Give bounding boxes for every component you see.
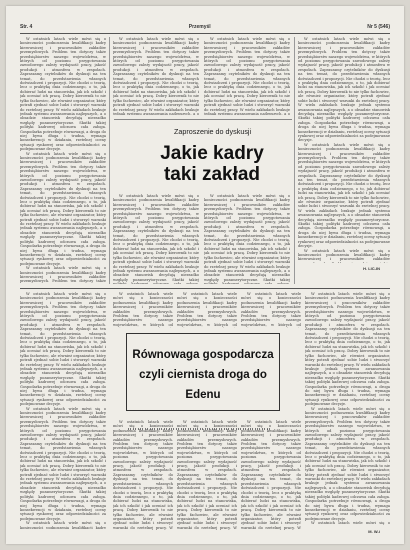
masthead: Przemyśl [188, 24, 211, 30]
column-divider [294, 37, 295, 284]
headline-line: czyli ciernista droga do Edenu [139, 369, 267, 401]
text-column: W ostatnich latach wiele mówi się o konieczności podnoszenia kwalifikacji kadry kierowniczej i pracowników zakładów przemysłowych. Problem ten dotyczy także przedsiębiorstw naszego województwa, w których od [241, 292, 301, 327]
text-column: W ostatnich latach wiele mówi się o konieczności podnoszenia kwalifikacji kadry kierowniczej i pracowników zakładów przemysłowych. Problem ten dotyczy także przedsiębiorstw naszego województwa, w których od poziomu przygotowania zawodowego zależy wydajność pracy, jakość produkcji i atmosfera w zespołach. Zapraszamy czytelników do dyskusji na ten temat, do przedstawienia własnych doświadczeń i propozycji. Nie chodzi o teorię, lecz o praktykę dnia codziennego, o to, jak dobierać ludzi na stanowiska, jak ich szkolić i jak oceniać ich pracę. Dobry kierownik to nie tylko fachowiec, ale również organizator, który potrafi zjednać sobie ludzi i stworzyć warunki do rzetelnej pracy. W wielu zakładach brakuje jednak systemu awansowania najlepszych, a o [204, 37, 290, 115]
article-headline [127, 345, 279, 405]
text-column: W ostatnich latach wiele mówi się o konieczności podnoszenia kwalifikacji kadry kierowniczej i pracowników zakładów przemysłowych. Problem ten dotyczy także przedsiębiorstw naszego województwa, w których od poziomu przygotowania zawodowego zależy wydajność pracy, jakość produkcji i atmosfera w zespołach. Zapraszamy czytelników do dyskusji na ten temat, do przedstawienia własnych doświadczeń i propozycji. Nie chodzi o teorię, lecz o praktykę dnia codziennego, o to, jak dobierać ludzi na stanowiska, jak ich szkolić i jak oceniać ich pracę. Dobry kierownik to nie tylko fachowiec, ale również organizator, który potrafi zjednać sobie ludzi i stworzyć warunki do rzetelnej pracy. W [177, 420, 237, 530]
issue-number: Nr 5 (546) [367, 24, 390, 30]
running-header [20, 23, 390, 31]
section-rule [20, 288, 390, 289]
text-column: W ostatnich latach wiele mówi się o konieczności podnoszenia kwalifikacji kadry kierowniczej i pracowników zakładów przemysłowych. Problem ten dotyczy także przedsiębiorstw naszego województwa, w których od poziomu przygotowania zawodowego zależy wydajność pracy, jakość produkcji i atmosfera w zespołach. Zapraszamy czytelników do dyskusji na ten temat, do przedstawienia własnych doświadczeń i propozycji. Nie chodzi o teorię, lecz o praktykę dnia codziennego, o to, jak dobierać ludzi na stanowiska, jak ich szkolić i jak oceniać ich pracę. Dobry kierownik to nie tylko fachowiec, ale również organizator, który potrafi zjednać sobie ludzi i stworzyć warunki do rzetelnej pracy. W wielu zakładach brakuje jednak systemu awansowania najlepszych, a o obsadzie stanowisk decydują nierzadko względy pozamerytoryczne. Skutki takiej [113, 194, 199, 282]
headline-line: Jakie kadry [160, 143, 264, 164]
text-column: W ostatnich latach wiele mówi się o konieczności podnoszenia kwalifikacji kadry kierowniczej i pracowników zakładów przemysłowych. Problem ten dotyczy także przedsiębiorstw naszego województwa, w których od poziomu przygotowania zawodowego zależy wydajność pracy, jakość produkcji i atmosfera w zespołach. Zapraszamy czytelników do dyskusji na ten temat, do przedstawienia własnych doświadczeń i propozycji. Nie chodzi o teorię, lecz o praktykę dnia codziennego, o to, jak dobierać ludzi na stanowiska, jak ich szkolić i jak oceniać ich pracę. Dobry kierownik to nie tylko fachowiec, ale również organizator, który potrafi zjednać sobie ludzi i stworzyć warunki do rzetelnej pracy. W wielu zakładach brakuje jednak systemu awansowania najlepszych, a o obsadzie stanowisk decydują nierzadko względy pozamerytoryczne. Skutki takiej polityki kadrowej odczuwa cała załoga. Gospodarka potrzebuje równowagi, a droga do niej bywa długa i trudna, wymaga konsekwencji w działaniu, rzetelnej oceny sytuacji rynkowej oraz odpowiedzialności za podejmowane decyzje. W ostatnich latach wiele mówi się o konieczności podnoszenia kwalifikacji kadry kierowniczej i pracowników zakładów przemysłowych. Problem ten dotyczy także przedsiębiorstw naszego województwa, w których od poziomu przygotowania zawodowego zależy wydajność pracy, jakość produkcji i atmosfera w zespołach. Zapraszamy czytelników do dyskusji na ten temat, do przedstawienia własnych doświadczeń i propozycji. Nie chodzi o teorię, lecz o praktykę dnia codziennego, o to, jak dobierać ludzi na stanowiska, jak ich szkolić i jak oceniać ich pracę. Dobry kierownik to nie tylko fachowiec, ale również organizator, który potrafi zjednać sobie ludzi i stworzyć warunki do rzetelnej pracy. W wielu zakładach brakuje jednak systemu awansowania najlepszych, a o obsadzie stanowisk decydują nierzadko względy pozamerytoryczne. Skutki takiej polityki kadrowej odczuwa cała załoga. Gospodarka potrzebuje równowagi, a droga do niej bywa długa i trudna, wymaga konsekwencji w działaniu, rzetelnej oceny sytuacji rynkowej oraz odpowiedzialności za podejmowane decyzje. W ostatnich latach wiele mówi się o [305, 292, 390, 525]
article-headline [136, 143, 288, 185]
headline-box [126, 333, 280, 411]
author-signature: H. LIC-IN [363, 266, 380, 271]
section-rule [114, 119, 292, 120]
column-divider [109, 37, 110, 284]
article-kicker: Zaproszenie do dyskusji [174, 127, 252, 136]
page-number: Str. 4 [20, 24, 33, 30]
text-column: W ostatnich latach wiele mówi się o konieczności podnoszenia kwalifikacji kadry kierowniczej i pracowników zakładów przemysłowych. Problem ten dotyczy także przedsiębiorstw naszego województwa, w których od poziomu przygotowania zawodowego zależy wydajność pracy, jakość produkcji i atmosfera w zespołach. Zapraszamy czytelników do dyskusji na ten temat, do przedstawienia własnych doświadczeń i propozycji. Nie chodzi o teorię, lecz o praktykę dnia codziennego, o to, jak dobierać ludzi na stanowiska, jak ich szkolić i jak oceniać ich pracę. Dobry kierownik to nie tylko fachowiec, ale również organizator, który potrafi zjednać sobie ludzi i stworzyć warunki do rzetelnej pracy. W wielu zakładach brakuje jednak systemu awansowania najlepszych, a o obsadzie stanowisk decydują nierzadko względy pozamerytoryczne. Skutki takiej polityki kadrowej odczuwa cała załoga. Gospodarka potrzebuje równowagi, a droga do niej bywa długa i trudna, wymaga konsekwencji w działaniu, rzetelnej oceny sytuacji rynkowej oraz odpowiedzialności za podejmowane decyzje. W ostatnich latach wiele mówi się o konieczności podnoszenia kwalifikacji kadry kierowniczej i pracowników zakładów przemysłowych. Problem ten dotyczy także przedsiębiorstw naszego województwa, w których od poziomu przygotowania zawodowego zależy wydajność pracy, jakość produkcji i atmosfera w zespołach. Zapraszamy czytelników do dyskusji na ten temat, do przedstawienia własnych doświadczeń i propozycji. Nie chodzi o teorię, lecz o praktykę dnia codziennego, o to, jak dobierać ludzi na stanowiska, jak ich szkolić i jak oceniać ich pracę. Dobry kierownik to nie tylko fachowiec, ale również organizator, który potrafi zjednać sobie ludzi i stworzyć warunki do rzetelnej pracy. W wielu zakładach brakuje jednak systemu awansowania najlepszych, a o obsadzie stanowisk decydują nierzadko względy pozamerytoryczne. Skutki takiej polityki kadrowej odczuwa cała załoga. Gospodarka potrzebuje równowagi, a droga do niej bywa długa i trudna, wymaga konsekwencji w działaniu, rzetelnej oceny sytuacji rynkowej oraz odpowiedzialności za podejmowane decyzje. W ostatnich latach wiele mówi się o konieczności podnoszenia kwalifikacji kadry kierowniczej i pracowników zakładów przemysłowych. Problem ten dotyczy także [20, 37, 106, 284]
headline-line: Równowaga gospodarcza [132, 349, 274, 361]
text-column: W ostatnich latach wiele mówi się o konieczności podnoszenia kwalifikacji kadry kierowniczej i pracowników zakładów przemysłowych. Problem ten dotyczy także przedsiębiorstw naszego województwa, w których od poziomu przygotowania zawodowego zależy wydajność pracy, jakość produkcji i atmosfera w zespołach. Zapraszamy czytelników do dyskusji na ten temat, do przedstawienia własnych doświadczeń i propozycji. Nie chodzi o teorię, lecz o praktykę dnia codziennego, o to, jak dobierać ludzi na stanowiska, jak ich szkolić i jak oceniać ich pracę. Dobry kierownik to nie tylko fachowiec, ale również organizator, który potrafi zjednać sobie ludzi i stworzyć warunki do rzetelnej pracy. W wielu zakładach brakuje jednak systemu awansowania najlepszych, a o obsadzie stanowisk decydują nierzadko względy pozamerytoryczne. Skutki takiej polityki kadrowej odczuwa cała załoga. Gospodarka potrzebuje równowagi, a droga do niej bywa długa i trudna, wymaga konsekwencji w działaniu, rzetelnej oceny sytuacji rynkowej oraz odpowiedzialności za podejmowane decyzje. W ostatnich latach wiele mówi się o konieczności podnoszenia kwalifikacji kadry kierowniczej i pracowników zakładów przemysłowych. Problem ten dotyczy także przedsiębiorstw naszego województwa, w których od poziomu przygotowania zawodowego zależy wydajność pracy, jakość produkcji i atmosfera w zespołach. Zapraszamy czytelników do dyskusji na ten temat, do przedstawienia własnych doświadczeń i propozycji. Nie chodzi o teorię, lecz o praktykę dnia codziennego, o to, jak dobierać ludzi na stanowiska, jak ich szkolić i jak oceniać ich pracę. Dobry kierownik to nie tylko fachowiec, ale również organizator, który potrafi zjednać sobie ludzi i stworzyć warunki do rzetelnej pracy. W wielu zakładach brakuje jednak systemu awansowania najlepszych, a o obsadzie stanowisk decydują nierzadko względy pozamerytoryczne. Skutki takiej polityki kadrowej odczuwa cała załoga. Gospodarka potrzebuje równowagi, a droga do niej bywa długa i trudna, wymaga konsekwencji w działaniu, rzetelnej oceny sytuacji rynkowej oraz odpowiedzialności za podejmowane decyzje. W ostatnich latach wiele mówi się o konieczności podnoszenia kwalifikacji kadry kierowniczej i pracowników zakładów [298, 37, 390, 262]
header-rule [20, 33, 390, 34]
text-column: W ostatnich latach wiele mówi się o konieczności podnoszenia kwalifikacji kadry kierowniczej i pracowników zakładów przemysłowych. Problem ten dotyczy także przedsiębiorstw naszego województwa, w których od poziomu przygotowania zawodowego zależy wydajność pracy, jakość produkcji i atmosfera w zespołach. Zapraszamy czytelników do dyskusji na ten temat, do przedstawienia własnych doświadczeń i propozycji. Nie chodzi o teorię, lecz o praktykę dnia codziennego, o to, jak dobierać ludzi na stanowiska, jak ich szkolić i jak oceniać ich pracę. Dobry kierownik to nie tylko fachowiec, ale również organizator, który potrafi zjednać sobie ludzi i stworzyć warunki do rzetelnej pracy. W wielu zakładach brakuje jednak systemu awansowania najlepszych, a o obsadzie stanowisk decydują nierzadko względy pozamerytoryczne. Skutki takiej polityki kadrowej odczuwa cała załoga. Gospodarka potrzebuje równowagi, a droga do niej bywa długa i trudna, wymaga konsekwencji w działaniu, rzetelnej oceny sytuacji rynkowej oraz odpowiedzialności za podejmowane decyzje. W ostatnich latach wiele mówi się o konieczności podnoszenia kwalifikacji kadry kierowniczej i pracowników zakładów przemysłowych. Problem ten dotyczy także przedsiębiorstw naszego województwa, w których od poziomu przygotowania zawodowego zależy wydajność pracy, jakość produkcji i atmosfera w zespołach. Zapraszamy czytelników do dyskusji na ten temat, do przedstawienia własnych doświadczeń i propozycji. Nie chodzi o teorię, lecz o praktykę dnia codziennego, o to, jak dobierać ludzi na stanowiska, jak ich szkolić i jak oceniać ich pracę. Dobry kierownik to nie tylko fachowiec, ale również organizator, który potrafi zjednać sobie ludzi i stworzyć warunki do rzetelnej pracy. W wielu zakładach brakuje jednak systemu awansowania najlepszych, a o obsadzie stanowisk decydują nierzadko względy pozamerytoryczne. Skutki takiej polityki kadrowej odczuwa cała załoga. Gospodarka potrzebuje równowagi, a droga do niej bywa długa i trudna, wymaga konsekwencji w działaniu, rzetelnej oceny sytuacji rynkowej oraz odpowiedzialności za podejmowane decyzje. W ostatnich latach wiele mówi się o konieczności podnoszenia kwalifikacji kadry [20, 292, 106, 529]
text-column: W ostatnich latach wiele mówi się o konieczności podnoszenia kwalifikacji kadry kierowniczej i pracowników zakładów przemysłowych. Problem ten dotyczy także przedsiębiorstw naszego województwa, w których od poziomu przygotowania zawodowego zależy wydajność pracy, jakość produkcji i atmosfera w zespołach. Zapraszamy czytelników do dyskusji na ten temat, do przedstawienia własnych doświadczeń i propozycji. Nie chodzi o teorię, lecz o praktykę dnia codziennego, o to, jak dobierać ludzi na stanowiska, jak ich szkolić i jak oceniać ich pracę. Dobry kierownik to nie tylko fachowiec, ale również organizator, który potrafi zjednać sobie ludzi i stworzyć warunki do rzetelnej pracy. W wielu zakładach brakuje jednak systemu awansowania najlepszych, a o [113, 37, 199, 115]
author-signature: M. W-i [368, 529, 380, 534]
newspaper-page [6, 6, 404, 544]
tick-ornament [128, 415, 278, 417]
text-column: W ostatnich latach wiele mówi się o konieczności podnoszenia kwalifikacji kadry kierowniczej i pracowników zakładów przemysłowych. Problem ten dotyczy także przedsiębiorstw naszego województwa, w których od poziomu przygotowania zawodowego zależy wydajność pracy, jakość produkcji i atmosfera w zespołach. Zapraszamy czytelników do dyskusji na ten temat, do przedstawienia własnych doświadczeń i propozycji. Nie chodzi o teorię, lecz o praktykę dnia codziennego, o to, jak dobierać ludzi na stanowiska, jak ich szkolić i jak oceniać ich pracę. Dobry kierownik to nie tylko fachowiec, ale również organizator, który potrafi zjednać sobie ludzi i stworzyć warunki do rzetelnej pracy. W wielu zakładach brakuje jednak systemu awansowania najlepszych, a o obsadzie stanowisk decydują nierzadko względy pozamerytoryczne. Skutki takiej [204, 194, 290, 282]
headline-line: taki zakład [163, 164, 261, 185]
text-column: W ostatnich latach wiele mówi się o konieczności podnoszenia kwalifikacji kadry kierowniczej i pracowników zakładów przemysłowych. Problem ten dotyczy także przedsiębiorstw naszego województwa, w których od [177, 292, 237, 327]
text-column: W ostatnich latach wiele mówi się o konieczności podnoszenia kwalifikacji kadry kierowniczej i pracowników zakładów przemysłowych. Problem ten dotyczy także przedsiębiorstw naszego województwa, w których od poziomu przygotowania zawodowego zależy wydajność pracy, jakość produkcji i atmosfera w zespołach. Zapraszamy czytelników do dyskusji na ten temat, do przedstawienia własnych doświadczeń i propozycji. Nie chodzi o teorię, lecz o praktykę dnia codziennego, o to, jak dobierać ludzi na stanowiska, jak ich szkolić i jak oceniać ich pracę. Dobry kierownik to nie tylko fachowiec, ale również organizator, który potrafi zjednać sobie ludzi i stworzyć warunki do rzetelnej pracy. W [113, 420, 173, 530]
text-column: W ostatnich latach wiele mówi się o konieczności podnoszenia kwalifikacji kadry kierowniczej i pracowników zakładów przemysłowych. Problem ten dotyczy także przedsiębiorstw naszego województwa, w których od [113, 292, 173, 327]
text-column: W ostatnich latach wiele mówi się o konieczności podnoszenia kwalifikacji kadry kierowniczej i pracowników zakładów przemysłowych. Problem ten dotyczy także przedsiębiorstw naszego województwa, w których od poziomu przygotowania zawodowego zależy wydajność pracy, jakość produkcji i atmosfera w zespołach. Zapraszamy czytelników do dyskusji na ten temat, do przedstawienia własnych doświadczeń i propozycji. Nie chodzi o teorię, lecz o praktykę dnia codziennego, o to, jak dobierać ludzi na stanowiska, jak ich szkolić i jak oceniać ich pracę. Dobry kierownik to nie tylko fachowiec, ale również organizator, który potrafi zjednać sobie ludzi i stworzyć warunki do rzetelnej pracy. W [241, 420, 301, 530]
